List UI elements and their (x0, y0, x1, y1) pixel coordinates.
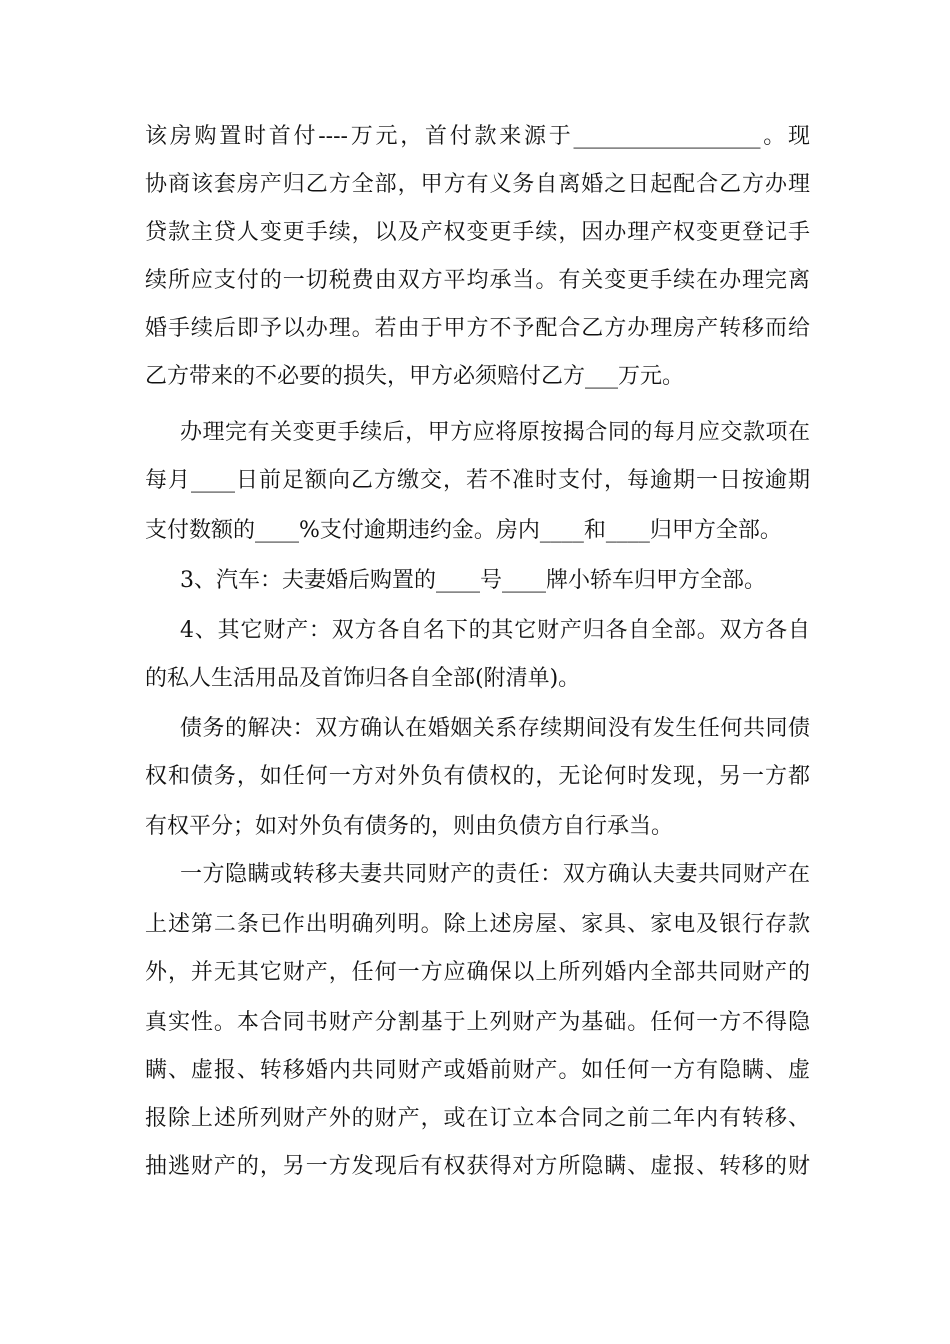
text-line: 续所应支付的一切税费由双方平均承当。有关变更手续在办理完离 (145, 268, 810, 293)
text-line: 抽逃财产的，另一方发现后有权获得对方所隐瞒、虚报、转移的财 (145, 1154, 810, 1179)
text-line: 外，并无其它财产，任何一方应确保以上所列婚内全部共同财产的 (145, 960, 810, 985)
text-line: 4、其它财产：双方各自名下的其它财产归各自全部。双方各自 (180, 618, 810, 643)
text-line: 该房购置时首付----万元，首付款来源于_________________。现 (145, 124, 810, 149)
text-line: 瞒、虚报、转移婚内共同财产或婚前财产。如任何一方有隐瞒、虚 (145, 1058, 810, 1083)
text-line: 贷款主贷人变更手续，以及产权变更手续，因办理产权变更登记手 (145, 220, 810, 245)
text-line: 每月____日前足额向乙方缴交，若不准时支付，每逾期一日按逾期 (145, 468, 810, 493)
text-line: 乙方带来的不必要的损失，甲方必须赔付乙方___万元。 (145, 364, 685, 389)
text-line: 婚手续后即予以办理。若由于甲方不予配合乙方办理房产转移而给 (145, 316, 810, 341)
text-line: 权和债务，如任何一方对外负有债权的，无论何时发现，另一方都 (145, 764, 810, 789)
text-line: 协商该套房产归乙方全部，甲方有义务自离婚之日起配合乙方办理 (145, 172, 810, 197)
text-line: 债务的解决：双方确认在婚姻关系存续期间没有发生任何共同债 (180, 716, 810, 741)
text-line: 真实性。本合同书财产分割基于上列财产为基础。任何一方不得隐 (145, 1010, 810, 1035)
text-line: 一方隐瞒或转移夫妻共同财产的责任：双方确认夫妻共同财产在 (180, 862, 810, 887)
text-line: 支付数额的____%支付逾期违约金。房内____和____归甲方全部。 (145, 518, 782, 543)
text-line: 报除上述所列财产外的财产，或在订立本合同之前二年内有转移、 (145, 1106, 810, 1131)
text-line: 的私人生活用品及首饰归各自全部(附清单)。 (145, 666, 581, 691)
text-line: 办理完有关变更手续后，甲方应将原按揭合同的每月应交款项在 (180, 420, 810, 445)
text-line: 有权平分；如对外负有债务的，则由负债方自行承当。 (145, 814, 674, 839)
text-line: 上述第二条已作出明确列明。除上述房屋、家具、家电及银行存款 (145, 912, 810, 937)
text-line: 3、汽车：夫妻婚后购置的____号____牌小轿车归甲方全部。 (180, 568, 766, 593)
